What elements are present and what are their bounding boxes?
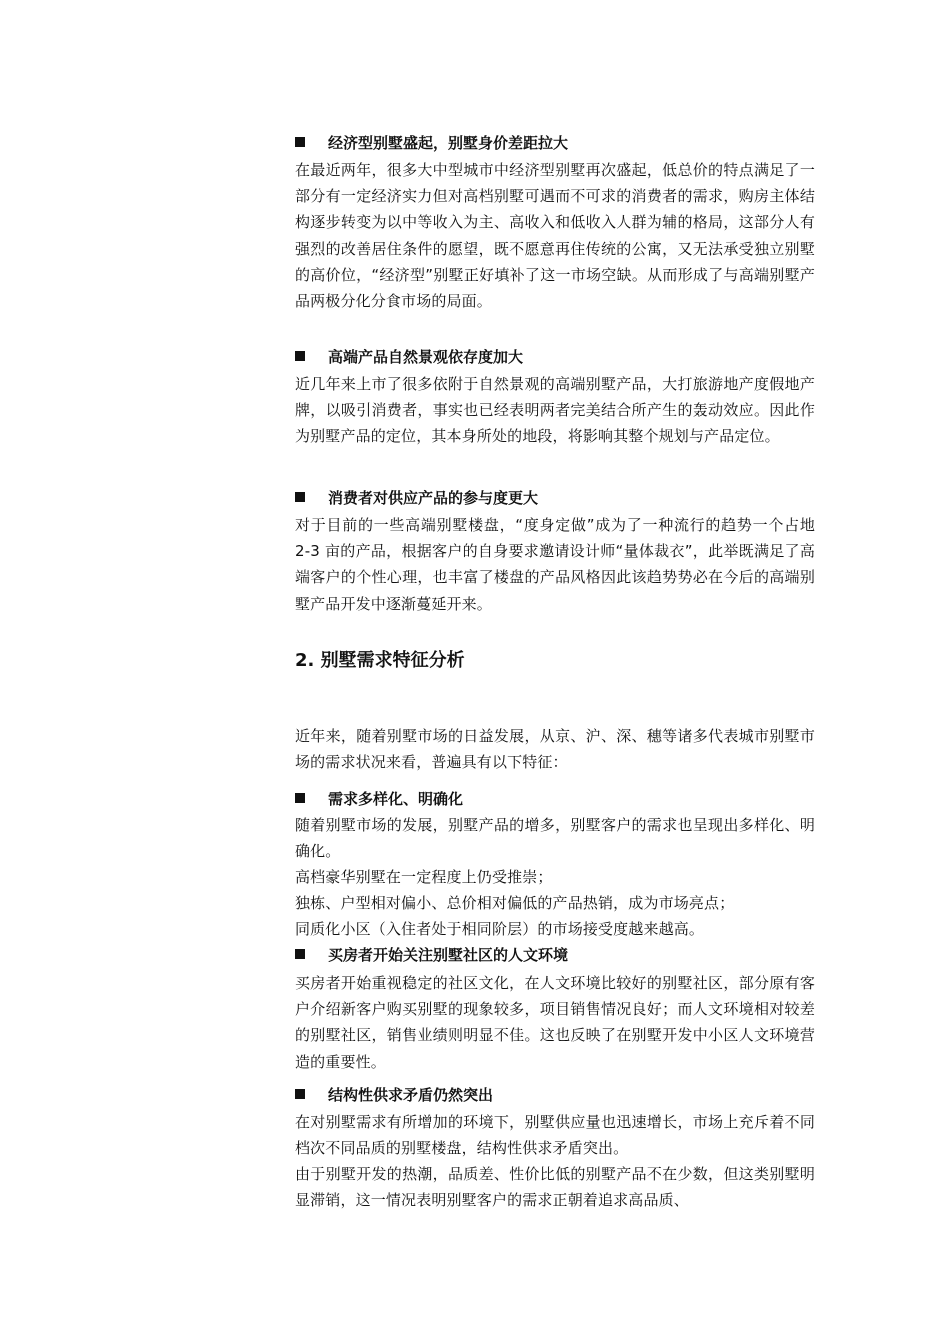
subheading-text: 结构性供求矛盾仍然突出 (328, 1086, 494, 1104)
square-bullet-icon (295, 949, 305, 959)
subheading-humanistic-environment (295, 945, 815, 965)
paragraph-structural-contradiction: 在对别墅需求有所增加的环境下，别墅供应量也迅速增长，市场上充斥着不同档次不同品质的别墅楼盘，结构性供求矛盾突出。 (295, 1113, 815, 1158)
paragraph-consumer-participation: 对于目前的一些高端别墅楼盘，“度身定做”成为了一种流行的趋势一个占地 2-3 亩的产品，根据客户的自身要求邀请设计师“量体裁衣”，此举既满足了高端客户的个性心理，也丰富了楼盘的产品风格因此该趋势势必在今后的高端别墅产品开发中逐渐蔓延开来。 (295, 516, 815, 613)
square-bullet-icon (295, 1089, 305, 1099)
subheading-structural-contradiction (295, 1085, 815, 1105)
paragraph-economy-villa: 在最近两年，很多大中型城市中经济型别墅再次盛起，低总价的特点满足了一部分有一定经济实力但对高档别墅可遇而不可求的消费者的需求，购房主体结构逐步转变为以中等收入为主、高收入和低收入人群为辅的格局，这部分人有强烈的改善居住条件的愿望，既不愿意再住传统的公寓，又无法承受独立别墅的高价位，“经济型”别墅正好填补了这一市场空缺。从而形成了与高端别墅产品两极分化分食市场的局面。 (295, 161, 815, 311)
subheading-economy-villa (295, 133, 815, 153)
subheading-text: 需求多样化、明确化 (328, 790, 464, 808)
subheading-text: 消费者对供应产品的参与度更大 (328, 489, 539, 507)
section-intro-paragraph: 近年来，随着别墅市场的日益发展，从京、沪、深、穗等诸多代表城市别墅市场的需求状况来看，普遍具有以下特征： (295, 727, 815, 772)
subheading-high-end-landscape (295, 347, 815, 367)
subheading-text: 经济型别墅盛起，别墅身价差距拉大 (328, 134, 569, 152)
subheading-text: 高端产品自然景观依存度加大 (328, 348, 524, 366)
list-line: 高档豪华别墅在一定程度上仍受推崇； (295, 868, 553, 886)
square-bullet-icon (295, 492, 305, 502)
square-bullet-icon (295, 137, 305, 147)
subheading-text: 买房者开始关注别墅社区的人文环境 (328, 946, 569, 964)
square-bullet-icon (295, 351, 305, 361)
square-bullet-icon (295, 793, 305, 803)
subheading-consumer-participation (295, 488, 815, 508)
paragraph-humanistic-environment: 买房者开始重视稳定的社区文化，在人文环境比较好的别墅社区，部分原有客户介绍新客户购买别墅的现象较多，项目销售情况良好；而人文环境相对较差的别墅社区，销售业绩则明显不佳。这也反映了在别墅开发中小区人文环境营造的重要性。 (295, 974, 815, 1071)
subheading-diverse-demand (295, 789, 815, 809)
paragraph-high-end-landscape: 近几年来上市了很多依附于自然景观的高端别墅产品，大打旅游地产度假地产牌，以吸引消费者，事实也已经表明两者完美结合所产生的轰动效应。因此作为别墅产品的定位，其本身所处的地段，将影响其整个规划与产品定位。 (295, 375, 815, 446)
list-line: 同质化小区（入住者处于相同阶层）的市场接受度越来越高。 (295, 920, 705, 938)
paragraph-diverse-demand: 随着别墅市场的发展，别墅产品的增多，别墅客户的需求也呈现出多样化、明确化。 (295, 816, 815, 861)
list-line: 独栋、户型相对偏小、总价相对偏低的产品热销，成为市场亮点； (295, 894, 735, 912)
section-title: 2. 别墅需求特征分析 (295, 650, 465, 671)
paragraph-structural-contradiction-2: 由于别墅开发的热潮，品质差、性价比低的别墅产品不在少数，但这类别墅明显滞销，这一情况表明别墅客户的需求正朝着追求高品质、 (295, 1165, 815, 1210)
